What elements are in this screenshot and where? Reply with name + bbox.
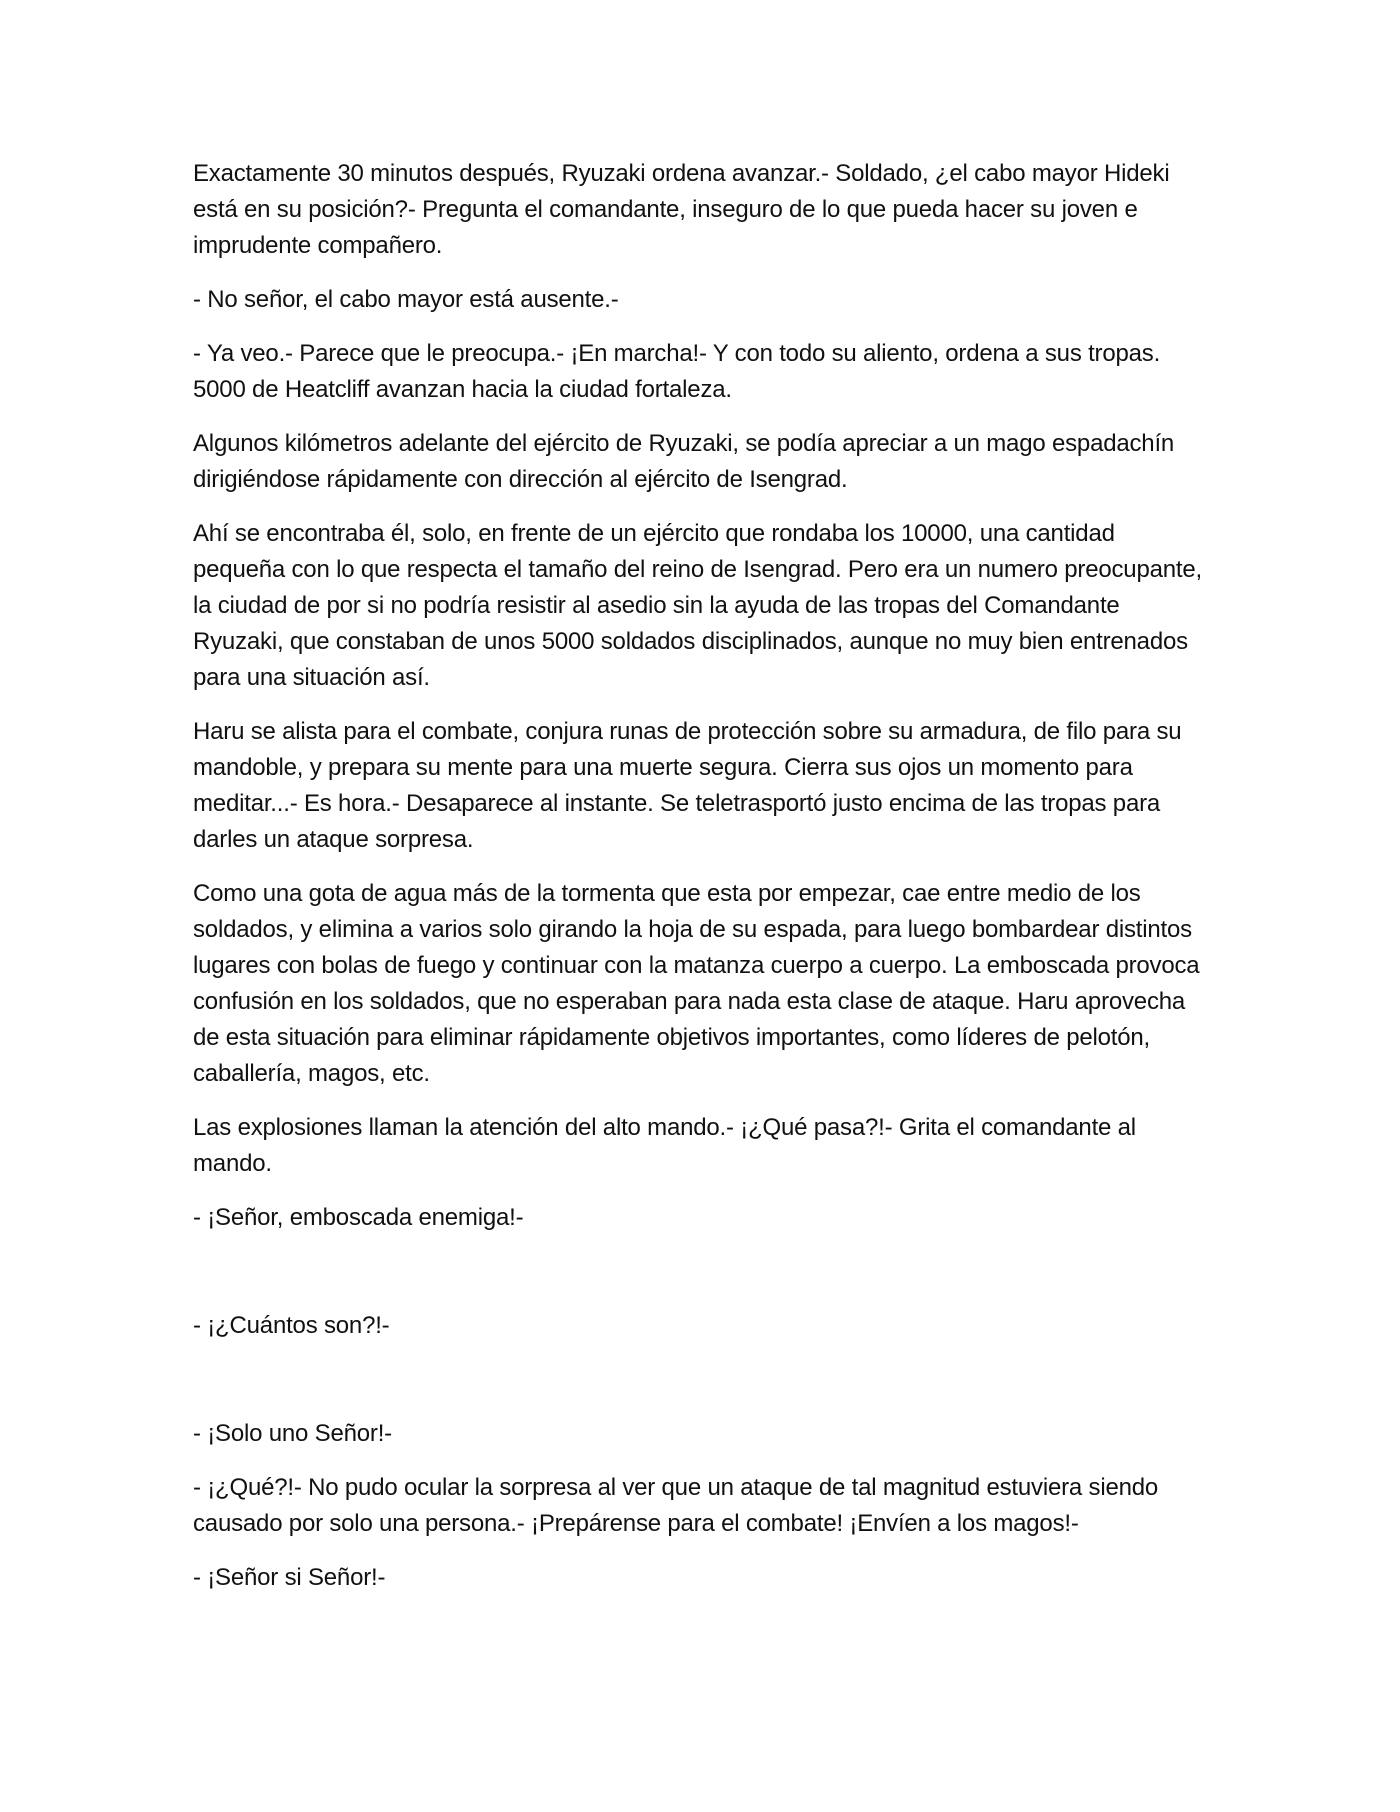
- paragraph-3: - Ya veo.- Parece que le preocupa.- ¡En marcha!- Y con todo su aliento, ordena a sus tropas. 5000 de Heatcliff avanzan hacia la ciudad fortaleza.: [193, 340, 1161, 403]
- paragraph-8: Las explosiones llaman la atención del alto mando.- ¡¿Qué pasa?!- Grita el comandante al mando.: [193, 1114, 1136, 1177]
- paragraph-2: - No señor, el cabo mayor está ausente.-: [193, 286, 619, 313]
- paragraph-11: - ¡Solo uno Señor!-: [193, 1420, 392, 1447]
- paragraph-9: - ¡Señor, emboscada enemiga!-: [193, 1204, 524, 1231]
- paragraph-13: - ¡Señor si Señor!-: [193, 1564, 386, 1591]
- paragraph-6: Haru se alista para el combate, conjura runas de protección sobre su armadura, de filo para su mandoble, y prepara su mente para una muerte segura. Cierra sus ojos un momento para meditar...- Es hora.- Desaparece al instante. Se teletrasportó justo encima de las tropas para darles un ataque sorpresa.: [193, 718, 1182, 853]
- paragraph-1: Exactamente 30 minutos después, Ryuzaki ordena avanzar.- Soldado, ¿el cabo mayor Hideki está en su posición?- Pregunta el comandante, inseguro de lo que pueda hacer su joven e imprudente compañero.: [193, 160, 1170, 259]
- paragraph-5: Ahí se encontraba él, solo, en frente de un ejército que rondaba los 10000, una cantidad pequeña con lo que respecta el tamaño del reino de Isengrad. Pero era un numero preocupante, la ciudad de por si no podría resistir al asedio sin la ayuda de las tropas del Comandante Ryuzaki, que constaban de unos 5000 soldados disciplinados, aunque no muy bien entrenados para una situación así.: [193, 520, 1202, 691]
- paragraph-10: - ¡¿Cuántos son?!-: [193, 1312, 390, 1339]
- paragraph-12: - ¡¿Qué?!- No pudo ocular la sorpresa al ver que un ataque de tal magnitud estuviera siendo causado por solo una persona.- ¡Prepárense para el combate! ¡Envíen a los magos!-: [193, 1474, 1159, 1537]
- paragraph-4: Algunos kilómetros adelante del ejército de Ryuzaki, se podía apreciar a un mago espadachín dirigiéndose rápidamente con dirección al ejército de Isengrad.: [193, 430, 1175, 493]
- paragraph-7: Como una gota de agua más de la tormenta que esta por empezar, cae entre medio de los soldados, y elimina a varios solo girando la hoja de su espada, para luego bombardear distintos lugares con bolas de fuego y continuar con la matanza cuerpo a cuerpo. La emboscada provoca confusión en los soldados, que no esperaban para nada esta clase de ataque. Haru aprovecha de esta situación para eliminar rápidamente objetivos importantes, como líderes de pelotón, caballería, magos, etc.: [193, 880, 1200, 1087]
- document-page: [193, 156, 1213, 1614]
